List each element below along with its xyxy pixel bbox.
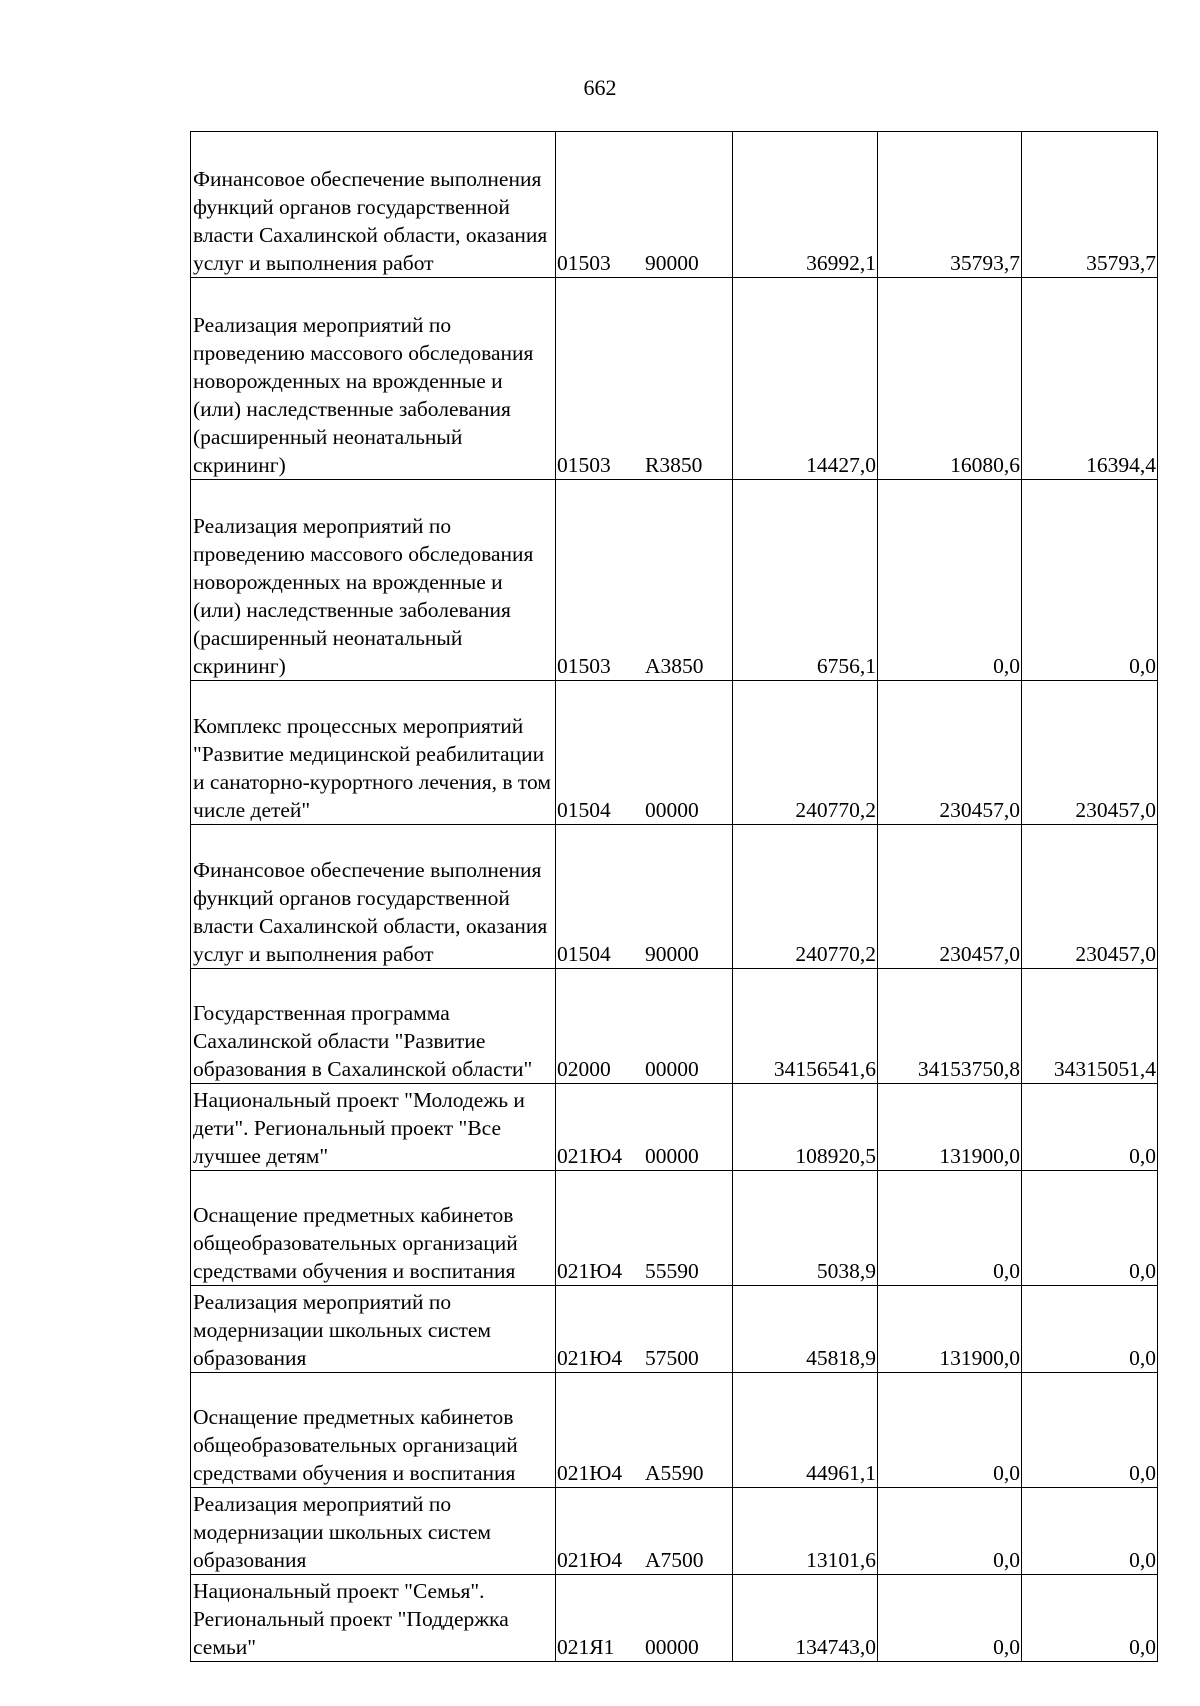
- amount-year1-cell: 5038,9: [733, 1171, 878, 1286]
- program-code: 021Ю4: [557, 1548, 623, 1572]
- program-code: 021Ю4: [557, 1346, 623, 1370]
- expense-code: R3850: [645, 453, 703, 477]
- expense-code: 90000: [645, 942, 699, 966]
- amount-year3-cell: 0,0: [1022, 1373, 1158, 1488]
- row-code-cell: [556, 132, 733, 278]
- program-code: 01503: [557, 251, 611, 275]
- program-code: 021Ю4: [557, 1144, 623, 1168]
- program-code: 021Я1: [557, 1635, 615, 1659]
- program-code: 021Ю4: [557, 1461, 623, 1485]
- expense-code: 55590: [645, 1259, 699, 1283]
- expense-code: А5590: [645, 1461, 704, 1485]
- amount-year1-cell: 36992,1: [733, 132, 878, 278]
- amount-year3-cell: 0,0: [1022, 1575, 1158, 1662]
- amount-year2-cell: 0,0: [878, 1373, 1022, 1488]
- amount-year3-cell: 230457,0: [1022, 681, 1158, 825]
- row-name-cell: Государственная программа Сахалинской области "Развитие образования в Сахалинской области": [191, 969, 556, 1084]
- row-code-cell: [556, 1575, 733, 1662]
- amount-year1-cell: 34156541,6: [733, 969, 878, 1084]
- amount-year1-cell: 13101,6: [733, 1488, 878, 1575]
- expense-code: 00000: [645, 1144, 699, 1168]
- page-number: 662: [583, 75, 617, 100]
- amount-year2-cell: 35793,7: [878, 132, 1022, 278]
- expense-code: 00000: [645, 1635, 699, 1659]
- amount-year2-cell: 34153750,8: [878, 969, 1022, 1084]
- row-code-cell: [556, 1286, 733, 1373]
- amount-year2-cell: 131900,0: [878, 1286, 1022, 1373]
- table-row: [191, 969, 1158, 1084]
- amount-year1-cell: 108920,5: [733, 1084, 878, 1171]
- amount-year2-cell: 0,0: [878, 1488, 1022, 1575]
- amount-year1-cell: 134743,0: [733, 1575, 878, 1662]
- row-name-cell: Комплекс процессных мероприятий "Развитие медицинской реабилитации и санаторно-курортного лечения, в том числе детей": [191, 681, 556, 825]
- row-code-cell: [556, 278, 733, 480]
- expense-code: 00000: [645, 1057, 699, 1081]
- amount-year3-cell: 0,0: [1022, 1084, 1158, 1171]
- amount-year1-cell: 240770,2: [733, 681, 878, 825]
- row-name-cell: Национальный проект "Молодежь и дети". Региональный проект "Все лучшее детям": [191, 1084, 556, 1171]
- program-code: 01503: [557, 453, 611, 477]
- amount-year3-cell: 0,0: [1022, 1488, 1158, 1575]
- row-code-cell: [556, 969, 733, 1084]
- table-row: [191, 278, 1158, 480]
- row-code-cell: [556, 1084, 733, 1171]
- expense-code: А3850: [645, 654, 704, 678]
- program-code: 021Ю4: [557, 1259, 623, 1283]
- program-code: 01504: [557, 798, 611, 822]
- row-name-cell: Оснащение предметных кабинетов общеобразовательных организаций средствами обучения и воспитания: [191, 1171, 556, 1286]
- expense-code: 00000: [645, 798, 699, 822]
- expense-code: 57500: [645, 1346, 699, 1370]
- expense-code: А7500: [645, 1548, 704, 1572]
- row-name-cell: Финансовое обеспечение выполнения функций органов государственной власти Сахалинской области, оказания услуг и выполнения работ: [191, 132, 556, 278]
- row-name-cell: Реализация мероприятий по модернизации школьных систем образования: [191, 1488, 556, 1575]
- program-code: 02000: [557, 1057, 611, 1081]
- amount-year2-cell: 0,0: [878, 480, 1022, 681]
- amount-year3-cell: 230457,0: [1022, 825, 1158, 969]
- amount-year2-cell: 230457,0: [878, 681, 1022, 825]
- row-code-cell: [556, 1171, 733, 1286]
- program-code: 01503: [557, 654, 611, 678]
- row-code-cell: [556, 681, 733, 825]
- row-name-cell: Финансовое обеспечение выполнения функций органов государственной власти Сахалинской области, оказания услуг и выполнения работ: [191, 825, 556, 969]
- amount-year1-cell: 45818,9: [733, 1286, 878, 1373]
- row-code-cell: [556, 1488, 733, 1575]
- amount-year3-cell: 0,0: [1022, 480, 1158, 681]
- table-row: [191, 681, 1158, 825]
- table-row: [191, 1373, 1158, 1488]
- program-code: 01504: [557, 942, 611, 966]
- table-row: [191, 480, 1158, 681]
- budget-table: [190, 131, 1158, 1662]
- expense-code: 90000: [645, 251, 699, 275]
- amount-year1-cell: 240770,2: [733, 825, 878, 969]
- table-body: [191, 132, 1158, 1662]
- table-row: [191, 132, 1158, 278]
- amount-year2-cell: 0,0: [878, 1171, 1022, 1286]
- amount-year3-cell: 16394,4: [1022, 278, 1158, 480]
- row-code-cell: [556, 1373, 733, 1488]
- table-row: [191, 825, 1158, 969]
- amount-year2-cell: 0,0: [878, 1575, 1022, 1662]
- amount-year1-cell: 44961,1: [733, 1373, 878, 1488]
- table-row: [191, 1286, 1158, 1373]
- row-code-cell: [556, 825, 733, 969]
- row-name-cell: Оснащение предметных кабинетов общеобразовательных организаций средствами обучения и воспитания: [191, 1373, 556, 1488]
- table-row: [191, 1084, 1158, 1171]
- amount-year3-cell: 35793,7: [1022, 132, 1158, 278]
- amount-year2-cell: 131900,0: [878, 1084, 1022, 1171]
- row-name-cell: Реализация мероприятий по модернизации школьных систем образования: [191, 1286, 556, 1373]
- amount-year2-cell: 230457,0: [878, 825, 1022, 969]
- table-row: [191, 1575, 1158, 1662]
- row-code-cell: [556, 480, 733, 681]
- amount-year3-cell: 0,0: [1022, 1171, 1158, 1286]
- row-name-cell: Реализация мероприятий по проведению массового обследования новорожденных на врожденные и (или) наследственные заболевания (расширенный неонатальный скрининг): [191, 480, 556, 681]
- amount-year3-cell: 34315051,4: [1022, 969, 1158, 1084]
- amount-year1-cell: 14427,0: [733, 278, 878, 480]
- row-name-cell: Национальный проект "Семья". Региональный проект "Поддержка семьи": [191, 1575, 556, 1662]
- table-row: [191, 1488, 1158, 1575]
- amount-year1-cell: 6756,1: [733, 480, 878, 681]
- table-row: [191, 1171, 1158, 1286]
- amount-year3-cell: 0,0: [1022, 1286, 1158, 1373]
- amount-year2-cell: 16080,6: [878, 278, 1022, 480]
- row-name-cell: Реализация мероприятий по проведению массового обследования новорожденных на врожденные и (или) наследственные заболевания (расширенный неонатальный скрининг): [191, 278, 556, 480]
